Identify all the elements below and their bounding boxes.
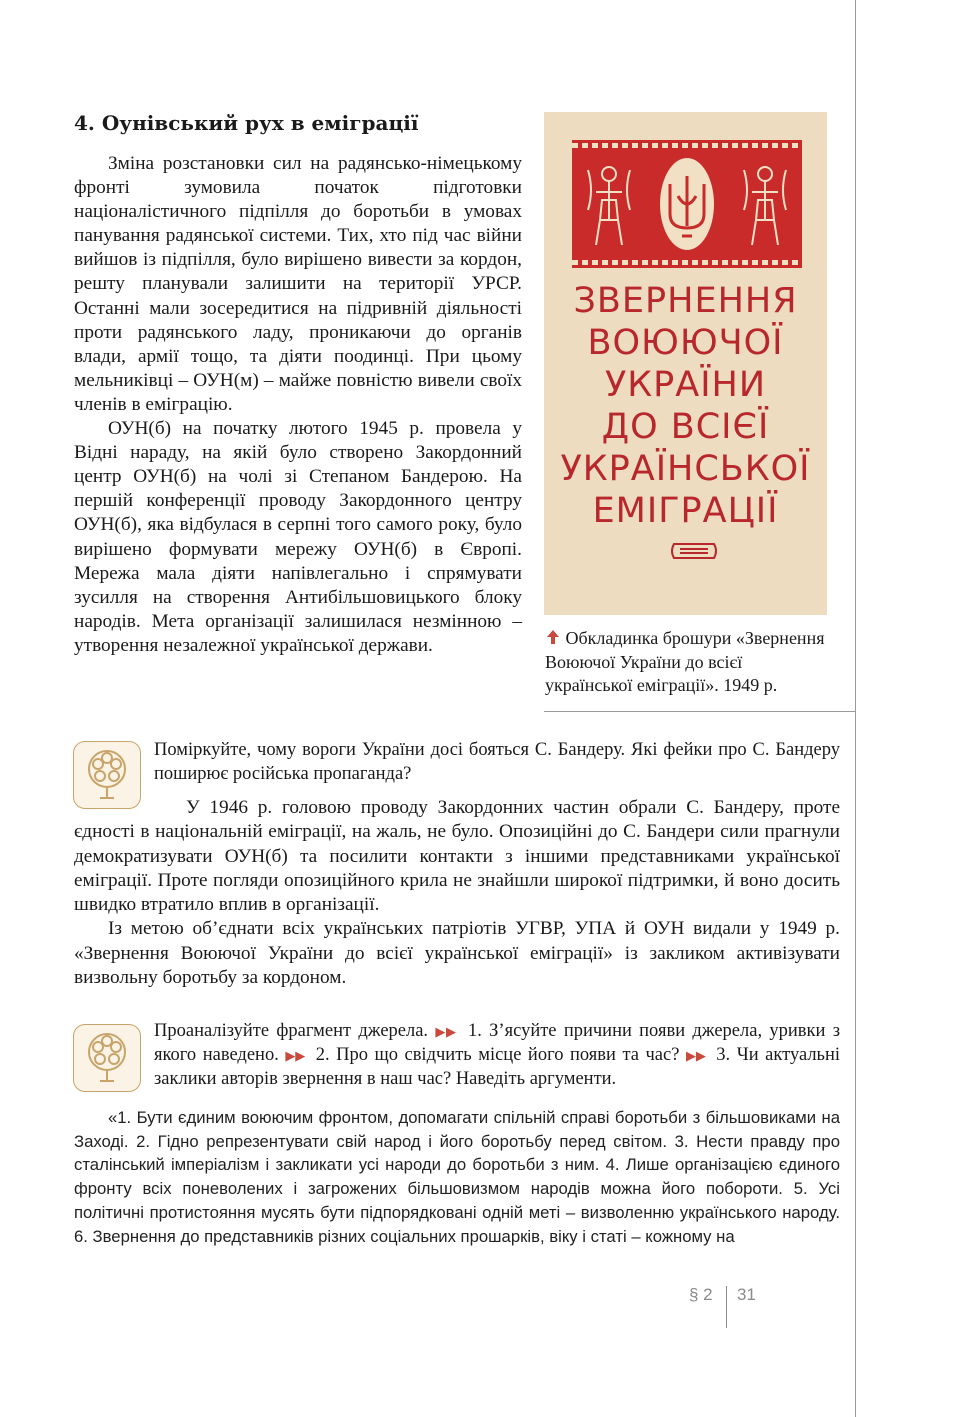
brochure-cover-image — [544, 112, 827, 615]
up-arrow-icon — [545, 629, 561, 645]
double-triangle-icon: ▶▶ — [435, 1024, 457, 1039]
analysis-task-icon — [73, 1024, 141, 1092]
left-column-text — [74, 152, 522, 658]
cover-title-line: ДО ВСІЄЇ — [601, 407, 770, 447]
footer-divider — [726, 1286, 727, 1328]
cover-title-line: ЕМІГРАЦІЇ — [592, 491, 779, 531]
paragraph: Із метою об’єднати всіх українських патріотів УГВР, УПА й ОУН видали у 1949 р. «Звернення Воюючої України до всієї української еміграції» із закликом активізувати визвольну боротьбу за кордоном. — [74, 918, 840, 989]
task-intro: Проаналізуйте фрагмент джерела. — [154, 1021, 429, 1041]
cover-title — [544, 280, 827, 532]
section-number: § 2 — [689, 1285, 713, 1304]
source-paragraph: «1. Бути єдиним воюючим фронтом, допомагати спільній справі боротьби з більшовиками на Заході. 2. Гідно репрезентувати свій народ і його боротьбу перед світом. 3. Нести правду про сталінський імперіалізм і закликати усі народи до боротьби з ним. 4. Лише організацією єдиного фронту всіх поневолених і загрожених більшовизмом народів можна його побороти. 5. Усі політичні протистояння мусять бути підпорядковані одній меті – визволенню українського народу. 6. Звернення до представників різних соціальних прошарків, віку і статі – кожному на — [74, 1108, 840, 1246]
task-question-2: 2. Про що свідчить місце його появи та час? — [315, 1044, 680, 1065]
section-heading: 4. Оунівський рух в еміграції — [74, 111, 419, 135]
source-excerpt — [74, 1106, 840, 1248]
ornament-right-icon — [740, 160, 790, 250]
body-text — [74, 796, 840, 990]
ornament-left-icon — [584, 160, 634, 250]
caption-divider — [544, 711, 856, 712]
trident-emblem-icon — [658, 156, 716, 252]
cover-title-line: УКРАЇНСЬКОЇ — [560, 449, 811, 489]
paragraph: У 1946 р. головою проводу Закордонних частин обрали С. Бандеру, проте єдності в національній еміграції, на жаль, не було. Опозиційні до С. Бандери сили прагнули демократизувати ОУН(б) та посилити контакти з іншими представниками української еміграції. Проте погляди опозиційного крила не знайшли широкої підтримки, й воно досить швидко втратило вплив в організації. — [74, 797, 840, 916]
task-question: Поміркуйте, чому вороги України досі бояться С. Бандеру. Які фейки про С. Бандеру поширює російська пропаганда? — [154, 740, 840, 784]
image-caption — [545, 627, 825, 698]
page-edge-line — [855, 0, 856, 1417]
paragraph: ОУН(б) на початку лютого 1945 р. провела у Відні нараду, на якій було створено Закордонний центр ОУН(б) на чолі зі Степаном Бандерою. На першій конференції проводу Закордонного центру ОУН(б), яка відбулася в серпні того самого року, було вирішено формувати мережу ОУН(б) в Європі. Мережа мала діяти напівлегально і спрямувати зусилля на створення Антибільшовицького блоку народів. Мета організації залишилася незмінною – утворення незалежної української держави. — [74, 418, 522, 656]
cover-ornament-panel — [572, 140, 802, 268]
source-analysis-task — [154, 1020, 840, 1091]
double-triangle-icon: ▶▶ — [685, 1047, 706, 1063]
cover-title-line: ВОЮЮЧОЇ — [587, 323, 784, 363]
page-number: 31 — [737, 1285, 756, 1304]
caption-text: Обкладинка брошури «Звернення Воюючої України до всієї української еміграції». 1949 р. — [545, 628, 825, 695]
scroll-ornament-icon — [668, 540, 720, 562]
cover-title-line: ЗВЕРНЕННЯ — [573, 281, 798, 321]
task-question-1: 1. З’ясуйте причини появи джерела, уривки з якого наведено. — [154, 1021, 841, 1065]
double-triangle-icon: ▶▶ — [285, 1047, 306, 1063]
task-question-3: 3. Чи актуальні заклики авторів звернення в наш час? Наведіть аргументи. — [154, 1044, 841, 1089]
cover-title-line: УКРАЇНИ — [604, 365, 767, 405]
paragraph: Зміна розстановки сил на радянсько-німецькому фронті зумовила початок підготовки націоналістичного підпілля до боротьби в умовах панування радянської системи. Тих, хто під час війни вийшов із підпілля, було вирішено вивести за кордон, решту планували залишити на території УРСР. Останні мали зосередитися на підривній діяльності проти радянського ладу, проникаючи до органів влади, армії тощо, та діяти поодинці. При цьому мельниківці – ОУН(м) – майже повністю вивели своїх членів в еміграцію. — [74, 153, 522, 415]
